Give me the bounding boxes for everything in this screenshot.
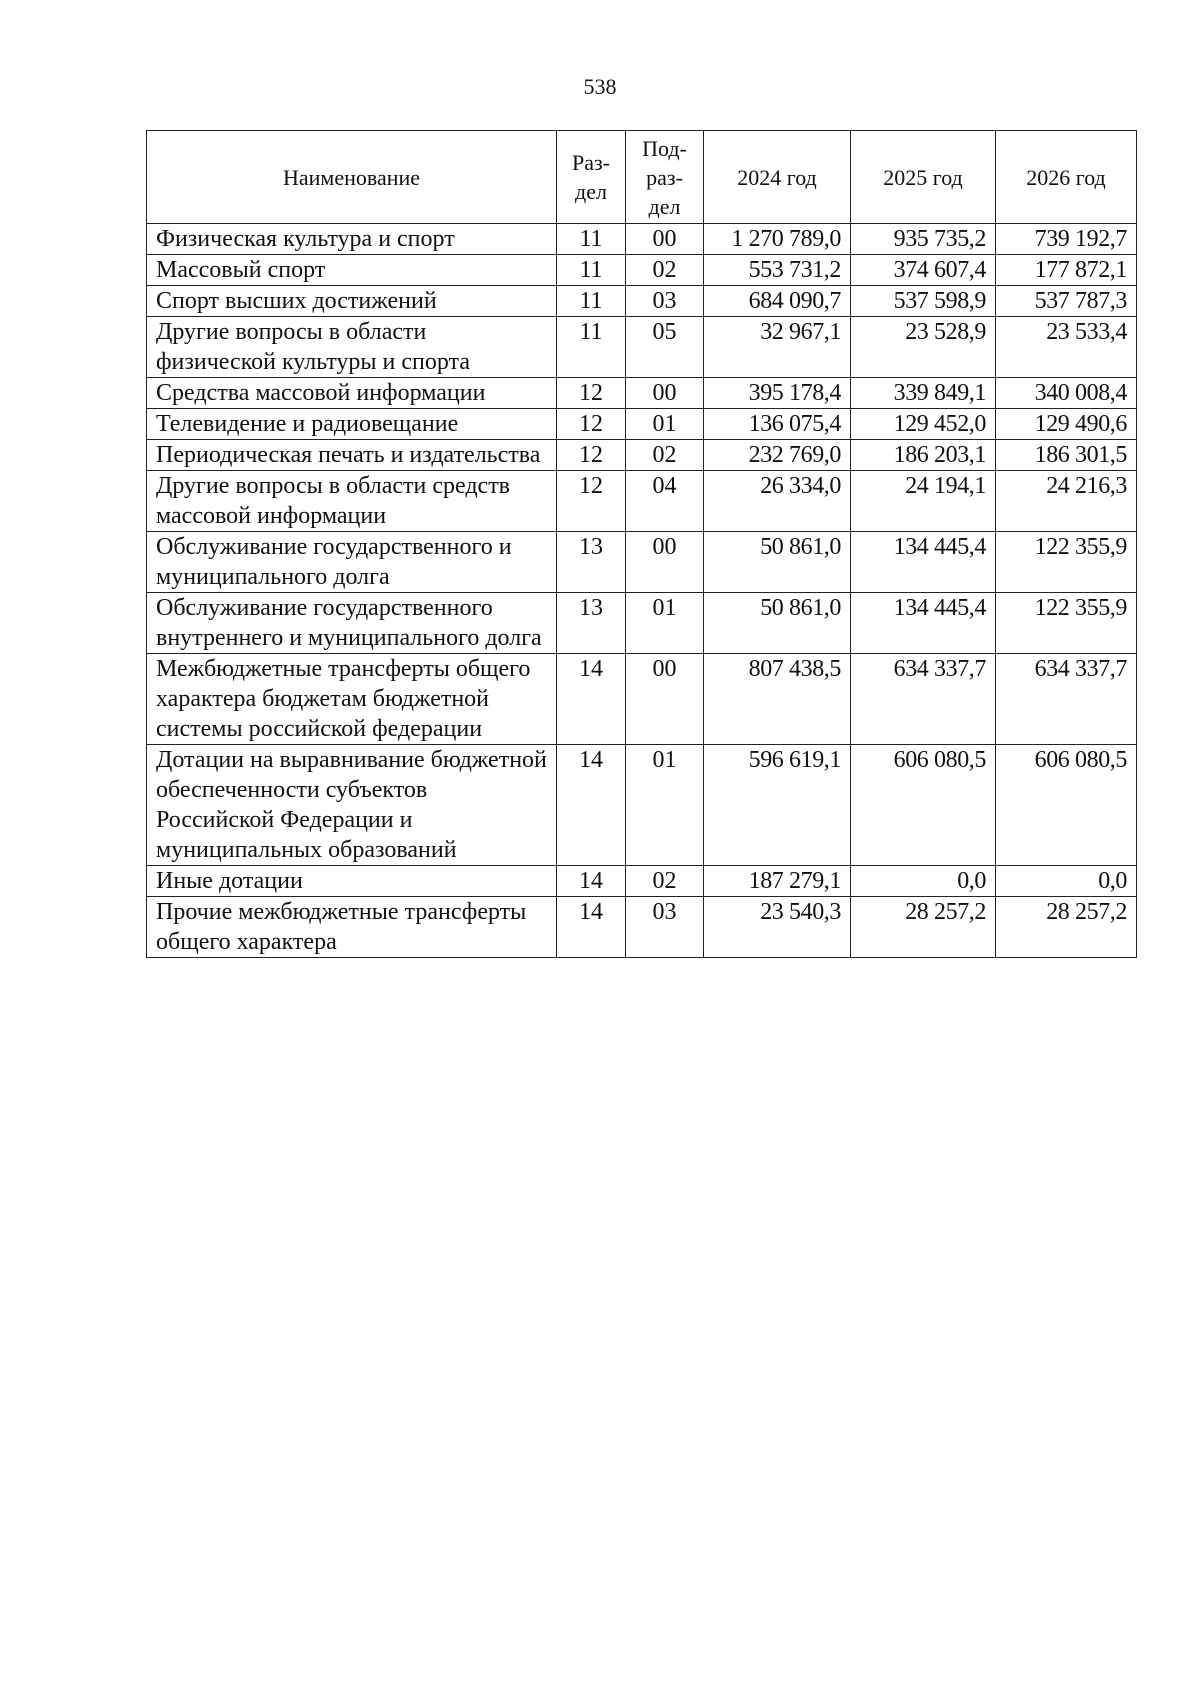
- row-name: Обслуживание государственного и муниципального долга: [147, 532, 557, 593]
- row-section: 14: [557, 897, 626, 958]
- row-section: 11: [557, 317, 626, 378]
- row-name: Периодическая печать и издательства: [147, 440, 557, 471]
- row-subsection: 03: [626, 897, 704, 958]
- row-2025: 339 849,1: [851, 378, 996, 409]
- row-section: 14: [557, 745, 626, 866]
- table-row: [147, 471, 1137, 532]
- row-2024: 232 769,0: [704, 440, 851, 471]
- row-name: Обслуживание государственного внутреннего и муниципального долга: [147, 593, 557, 654]
- budget-table: [146, 130, 1137, 958]
- row-2025: 134 445,4: [851, 532, 996, 593]
- row-2024: 32 967,1: [704, 317, 851, 378]
- row-2026: 0,0: [996, 866, 1137, 897]
- row-section: 12: [557, 378, 626, 409]
- table-row: [147, 255, 1137, 286]
- row-2026: 122 355,9: [996, 593, 1137, 654]
- row-2026: 340 008,4: [996, 378, 1137, 409]
- row-name: Межбюджетные трансферты общего характера бюджетам бюджетной системы российской федерации: [147, 654, 557, 745]
- row-2024: 807 438,5: [704, 654, 851, 745]
- row-subsection: 05: [626, 317, 704, 378]
- header-subsection: [626, 131, 704, 224]
- row-2024: 1 270 789,0: [704, 224, 851, 255]
- row-2025: 634 337,7: [851, 654, 996, 745]
- row-subsection: 02: [626, 440, 704, 471]
- row-section: 13: [557, 593, 626, 654]
- row-subsection: 00: [626, 532, 704, 593]
- header-section-text: Раз- дел: [571, 150, 611, 204]
- row-2026: 24 216,3: [996, 471, 1137, 532]
- row-subsection: 02: [626, 866, 704, 897]
- table-row: [147, 224, 1137, 255]
- row-2025: 134 445,4: [851, 593, 996, 654]
- table-row: [147, 654, 1137, 745]
- row-2026: 606 080,5: [996, 745, 1137, 866]
- row-2026: 177 872,1: [996, 255, 1137, 286]
- row-subsection: 03: [626, 286, 704, 317]
- row-subsection: 00: [626, 654, 704, 745]
- row-2024: 553 731,2: [704, 255, 851, 286]
- row-section: 14: [557, 654, 626, 745]
- row-section: 14: [557, 866, 626, 897]
- row-2025: 24 194,1: [851, 471, 996, 532]
- row-section: 12: [557, 440, 626, 471]
- table-row: [147, 378, 1137, 409]
- row-2026: 129 490,6: [996, 409, 1137, 440]
- row-section: 12: [557, 409, 626, 440]
- row-name: Физическая культура и спорт: [147, 224, 557, 255]
- row-subsection: 01: [626, 745, 704, 866]
- row-2026: 23 533,4: [996, 317, 1137, 378]
- header-2024: 2024 год: [704, 131, 851, 224]
- row-2025: 935 735,2: [851, 224, 996, 255]
- row-2024: 684 090,7: [704, 286, 851, 317]
- header-section: [557, 131, 626, 224]
- table-row: [147, 866, 1137, 897]
- row-2026: 28 257,2: [996, 897, 1137, 958]
- row-name: Другие вопросы в области физической культуры и спорта: [147, 317, 557, 378]
- row-name: Прочие межбюджетные трансферты общего характера: [147, 897, 557, 958]
- table-header-row: [147, 131, 1137, 224]
- row-2026: 537 787,3: [996, 286, 1137, 317]
- row-2025: 186 203,1: [851, 440, 996, 471]
- header-2026: 2026 год: [996, 131, 1137, 224]
- row-name: Спорт высших достижений: [147, 286, 557, 317]
- table-body: [147, 224, 1137, 958]
- row-2025: 537 598,9: [851, 286, 996, 317]
- row-subsection: 00: [626, 378, 704, 409]
- row-2024: 596 619,1: [704, 745, 851, 866]
- table-row: [147, 593, 1137, 654]
- row-subsection: 02: [626, 255, 704, 286]
- table-row: [147, 286, 1137, 317]
- row-name: Другие вопросы в области средств массовой информации: [147, 471, 557, 532]
- row-2026: 634 337,7: [996, 654, 1137, 745]
- row-name: Средства массовой информации: [147, 378, 557, 409]
- table-row: [147, 532, 1137, 593]
- row-2024: 50 861,0: [704, 532, 851, 593]
- row-2025: 129 452,0: [851, 409, 996, 440]
- table-row: [147, 317, 1137, 378]
- table-row: [147, 409, 1137, 440]
- header-2025: 2025 год: [851, 131, 996, 224]
- row-section: 12: [557, 471, 626, 532]
- row-2026: 122 355,9: [996, 532, 1137, 593]
- row-2024: 187 279,1: [704, 866, 851, 897]
- table-row: [147, 745, 1137, 866]
- row-name: Массовый спорт: [147, 255, 557, 286]
- header-name: Наименование: [147, 131, 557, 224]
- row-name: Телевидение и радиовещание: [147, 409, 557, 440]
- row-subsection: 01: [626, 593, 704, 654]
- row-2025: 28 257,2: [851, 897, 996, 958]
- row-2025: 606 080,5: [851, 745, 996, 866]
- header-subsection-text: Под- раз- дел: [642, 135, 687, 219]
- row-2024: 26 334,0: [704, 471, 851, 532]
- row-section: 11: [557, 286, 626, 317]
- row-2024: 50 861,0: [704, 593, 851, 654]
- row-2025: 0,0: [851, 866, 996, 897]
- row-name: Иные дотации: [147, 866, 557, 897]
- row-subsection: 00: [626, 224, 704, 255]
- row-2024: 23 540,3: [704, 897, 851, 958]
- row-2026: 186 301,5: [996, 440, 1137, 471]
- page-number: 538: [583, 74, 617, 99]
- row-2024: 136 075,4: [704, 409, 851, 440]
- row-subsection: 01: [626, 409, 704, 440]
- row-2025: 23 528,9: [851, 317, 996, 378]
- row-name: Дотации на выравнивание бюджетной обеспеченности субъектов Российской Федерации и муниципальных образований: [147, 745, 557, 866]
- table-row: [147, 897, 1137, 958]
- row-subsection: 04: [626, 471, 704, 532]
- row-section: 13: [557, 532, 626, 593]
- row-section: 11: [557, 255, 626, 286]
- row-2024: 395 178,4: [704, 378, 851, 409]
- row-section: 11: [557, 224, 626, 255]
- table-row: [147, 440, 1137, 471]
- row-2026: 739 192,7: [996, 224, 1137, 255]
- row-2025: 374 607,4: [851, 255, 996, 286]
